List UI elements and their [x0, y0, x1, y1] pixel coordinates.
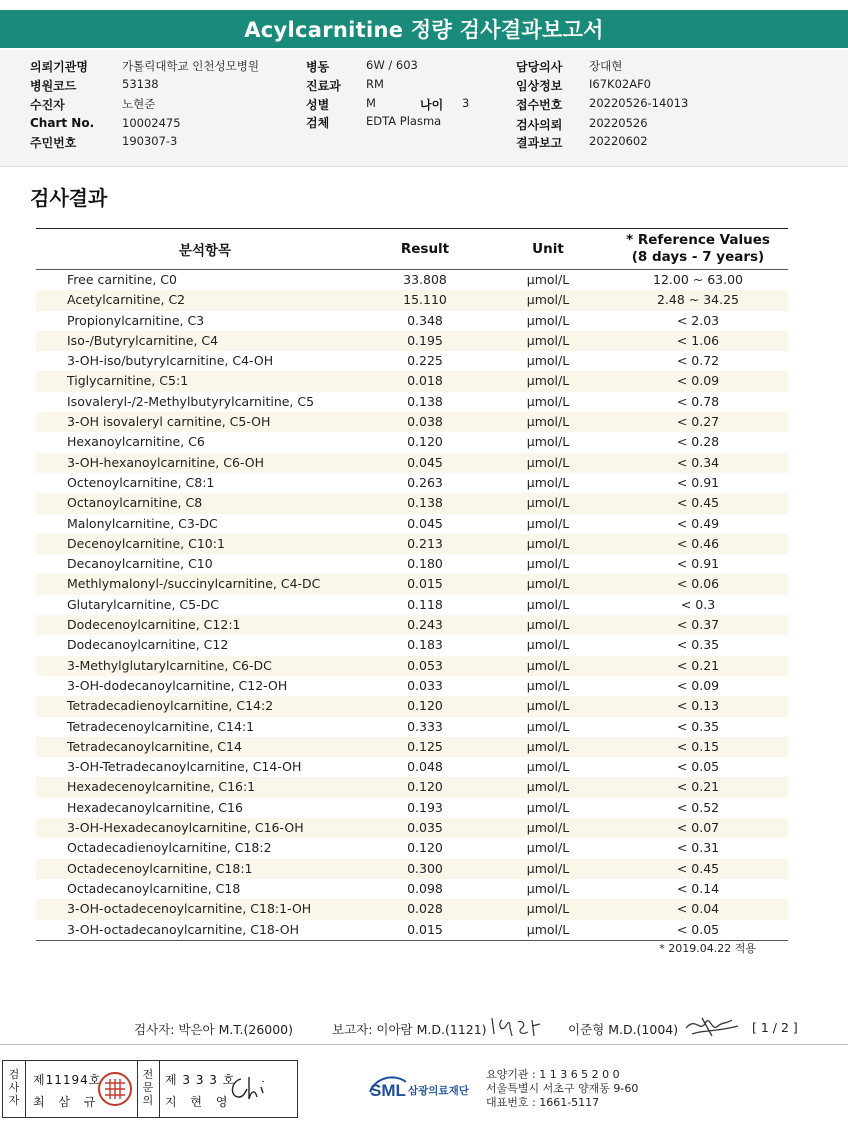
header-result: Result — [400, 241, 450, 257]
unit-value: µmol/L — [526, 860, 570, 876]
info-value: 노현준 — [122, 97, 156, 111]
analyte-name: Octadecanoylcarnitine, C18 — [67, 880, 241, 896]
header-item: 분석항목 — [178, 243, 232, 259]
result-value: 0.035 — [407, 820, 443, 836]
analyte-name: Hexanoylcarnitine, C6 — [67, 434, 205, 450]
unit-value: µmol/L — [526, 820, 570, 836]
reference-value: < 1.06 — [676, 332, 720, 348]
analyte-name: 3-OH-hexanoylcarnitine, C6-OH — [67, 454, 265, 470]
info-label: 검사의뢰 — [516, 118, 563, 132]
reference-value: < 0.21 — [676, 657, 720, 673]
reference-value: < 0.35 — [676, 718, 720, 734]
analyte-name: Acetylcarnitine, C2 — [67, 292, 186, 308]
table-row — [36, 717, 788, 737]
license-vertical-char: 전 — [142, 1068, 154, 1081]
specialist-handwritten-signature — [225, 1071, 269, 1107]
table-row — [36, 818, 788, 838]
info-label: 진료과 — [306, 79, 341, 93]
license-divider — [159, 1061, 160, 1117]
info-label: 병원코드 — [30, 79, 77, 93]
doctor-signature-text: 이준형 M.D.(1004) — [568, 1022, 679, 1037]
result-value: 0.045 — [407, 515, 443, 531]
info-value: 장대현 — [589, 59, 623, 73]
table-row — [36, 311, 788, 331]
analyte-name: 3-OH-octadecanoylcarnitine, C18-OH — [67, 921, 299, 937]
table-row — [36, 696, 788, 716]
result-value: 0.015 — [407, 576, 443, 592]
analyte-name: Iso-/Butyrylcarnitine, C4 — [67, 332, 219, 348]
analyte-name: Free carnitine, C0 — [67, 272, 177, 287]
license-vertical-char: 사 — [8, 1081, 20, 1094]
tester-license-name: 최 삼 규 — [33, 1095, 101, 1109]
result-value: 0.120 — [407, 434, 443, 450]
table-row — [36, 371, 788, 391]
company-phone: 대표번호 : 1661-5117 — [486, 1096, 600, 1109]
unit-value: µmol/L — [526, 535, 570, 551]
info-value: 190307-3 — [122, 134, 178, 148]
unit-value: µmol/L — [526, 799, 570, 815]
analyte-name: 3-Methylglutarylcarnitine, C6-DC — [67, 657, 272, 673]
analyte-name: Isovaleryl-/2-Methylbutyrylcarnitine, C5 — [67, 393, 315, 409]
table-row — [36, 432, 788, 452]
unit-value: µmol/L — [526, 901, 570, 917]
reference-value: 2.48 ~ 34.25 — [656, 292, 740, 308]
result-value: 0.263 — [407, 474, 443, 490]
reference-value: < 0.09 — [676, 677, 720, 693]
company-info — [486, 1068, 638, 1110]
info-label: 담당의사 — [516, 60, 563, 74]
sml-logo-text: SML — [370, 1081, 406, 1100]
unit-value: µmol/L — [526, 495, 570, 511]
info-label: 의뢰기관명 — [30, 60, 88, 74]
analyte-name: 3-OH-Tetradecanoylcarnitine, C14-OH — [67, 759, 302, 775]
info-value: 20220526 — [589, 116, 648, 130]
analyte-name: Dodecenoylcarnitine, C12:1 — [67, 617, 241, 633]
table-row — [36, 493, 788, 513]
analyte-name: Octadecadienoylcarnitine, C18:2 — [67, 840, 272, 856]
result-value: 0.118 — [407, 596, 443, 612]
analyte-name: 3-OH-Hexadecanoylcarnitine, C16-OH — [67, 820, 304, 836]
unit-value: µmol/L — [526, 657, 570, 673]
info-value: 53138 — [122, 77, 159, 91]
unit-value: µmol/L — [526, 617, 570, 633]
table-row — [36, 798, 788, 818]
analyte-name: Tetradecadienoylcarnitine, C14:2 — [67, 698, 274, 714]
reference-value: < 0.52 — [676, 799, 720, 815]
license-vertical-char: 의 — [142, 1094, 154, 1107]
reference-value: < 0.13 — [676, 698, 720, 714]
info-value: 10002475 — [122, 116, 181, 130]
institution-code: 요양기관 : 1 1 3 6 5 2 0 0 — [486, 1068, 620, 1081]
table-row — [36, 453, 788, 473]
table-row — [36, 757, 788, 777]
result-value: 0.138 — [407, 495, 443, 511]
license-box — [2, 1060, 298, 1118]
reference-value: < 0.09 — [676, 373, 720, 389]
reference-value: < 0.35 — [676, 637, 720, 653]
info-label: 성별 — [306, 98, 330, 112]
analyte-name: Dodecanoylcarnitine, C12 — [67, 637, 229, 653]
unit-value: µmol/L — [526, 556, 570, 572]
result-value: 0.053 — [407, 657, 443, 673]
reference-value: < 0.45 — [676, 860, 720, 876]
result-value: 0.193 — [407, 799, 443, 815]
unit-value: µmol/L — [526, 312, 570, 328]
info-value: I67K02AF0 — [589, 77, 651, 91]
header-reference — [616, 229, 780, 269]
reference-value: < 0.37 — [676, 617, 720, 633]
result-value: 0.015 — [407, 921, 443, 937]
unit-value: µmol/L — [526, 759, 570, 775]
patient-info-panel — [0, 50, 848, 167]
result-value: 0.225 — [407, 353, 443, 369]
specialist-license-name: 지 현 영 — [165, 1095, 233, 1109]
reference-value: < 0.04 — [676, 901, 720, 917]
analyte-name: Tetradecenoylcarnitine, C14:1 — [67, 718, 255, 734]
result-value: 0.045 — [407, 454, 443, 470]
unit-value: µmol/L — [526, 677, 570, 693]
table-row — [36, 920, 788, 940]
reference-value: < 0.31 — [676, 840, 720, 856]
table-row — [36, 899, 788, 919]
reference-note: * 2019.04.22 적용 — [659, 942, 756, 955]
unit-value: µmol/L — [526, 880, 570, 896]
info-label: 주민번호 — [30, 136, 77, 150]
reference-value: < 0.06 — [676, 576, 720, 592]
reference-value: < 0.15 — [676, 738, 720, 754]
analyte-name: Octadecenoylcarnitine, C18:1 — [67, 860, 253, 876]
table-row — [36, 656, 788, 676]
sml-logo-icon — [366, 1072, 486, 1102]
table-row — [36, 412, 788, 432]
reference-value: 12.00 ~ 63.00 — [653, 272, 743, 287]
license-vertical-char: 문 — [142, 1081, 154, 1094]
reference-value: < 0.91 — [676, 474, 720, 490]
analyte-name: Tetradecanoylcarnitine, C14 — [67, 738, 242, 754]
analyte-name: Octanoylcarnitine, C8 — [67, 495, 203, 511]
analyte-name: Hexadecanoylcarnitine, C16 — [67, 799, 243, 815]
result-value: 0.243 — [407, 617, 443, 633]
result-value: 0.038 — [407, 414, 443, 430]
result-value: 0.195 — [407, 332, 443, 348]
info-label: 검체 — [306, 116, 330, 130]
info-value: 20220602 — [589, 134, 648, 148]
results-table — [36, 228, 788, 941]
company-address: 서울특별시 서초구 양재동 9-60 — [486, 1082, 639, 1095]
result-value: 15.110 — [403, 292, 447, 308]
info-value: M — [366, 96, 376, 110]
table-row — [36, 737, 788, 757]
unit-value: µmol/L — [526, 576, 570, 592]
table-row — [36, 270, 788, 290]
analyte-name: Decenoylcarnitine, C10:1 — [67, 535, 225, 551]
result-value: 0.120 — [407, 779, 443, 795]
analyte-name: Glutarylcarnitine, C5-DC — [67, 596, 219, 612]
reference-value: < 2.03 — [676, 312, 720, 328]
table-row — [36, 392, 788, 412]
result-value: 0.028 — [407, 901, 443, 917]
table-row — [36, 777, 788, 797]
unit-value: µmol/L — [526, 454, 570, 470]
reference-value: < 0.46 — [676, 535, 720, 551]
unit-value: µmol/L — [526, 779, 570, 795]
unit-value: µmol/L — [526, 393, 570, 409]
table-row — [36, 534, 788, 554]
info-value: RM — [366, 77, 384, 91]
reference-value: < 0.34 — [676, 454, 720, 470]
info-label: Chart No. — [30, 116, 95, 130]
unit-value: µmol/L — [526, 596, 570, 612]
table-body — [36, 270, 788, 940]
table-row — [36, 595, 788, 615]
table-row — [36, 554, 788, 574]
analyte-name: 3-OH-octadecenoylcarnitine, C18:1-OH — [67, 901, 312, 917]
unit-value: µmol/L — [526, 474, 570, 490]
reference-value: < 0.07 — [676, 820, 720, 836]
company-name: 삼광의료재단 — [408, 1085, 469, 1097]
result-value: 0.048 — [407, 759, 443, 775]
table-row — [36, 615, 788, 635]
analyte-name: Tiglycarnitine, C5:1 — [67, 373, 189, 389]
reference-value: < 0.14 — [676, 880, 720, 896]
info-value: EDTA Plasma — [366, 114, 442, 128]
unit-value: µmol/L — [526, 698, 570, 714]
table-row — [36, 676, 788, 696]
header-reference-line2: (8 days - 7 years) — [631, 249, 765, 265]
footer-divider — [0, 1044, 848, 1045]
table-row — [36, 635, 788, 655]
analyte-name: 3-OH-dodecanoylcarnitine, C12-OH — [67, 677, 288, 693]
info-label: 결과보고 — [516, 136, 563, 150]
unit-value: µmol/L — [526, 292, 570, 308]
table-row — [36, 351, 788, 371]
reference-value: < 0.3 — [680, 596, 716, 612]
analyte-name: Hexadecenoylcarnitine, C16:1 — [67, 779, 256, 795]
unit-value: µmol/L — [526, 637, 570, 653]
table-row — [36, 574, 788, 594]
signers-line — [0, 1016, 848, 1040]
result-value: 0.125 — [407, 738, 443, 754]
table-row — [36, 838, 788, 858]
table-row — [36, 514, 788, 534]
analyte-name: Octenoylcarnitine, C8:1 — [67, 474, 215, 490]
license-divider — [137, 1061, 138, 1117]
unit-value: µmol/L — [526, 373, 570, 389]
unit-value: µmol/L — [526, 718, 570, 734]
tester-signature-text: 검사자: 박은아 M.T.(26000) — [134, 1022, 294, 1037]
result-value: 0.033 — [407, 677, 443, 693]
table-row — [36, 331, 788, 351]
result-value: 0.213 — [407, 535, 443, 551]
license-divider — [25, 1061, 26, 1117]
header-unit: Unit — [532, 241, 564, 257]
doctor-handwritten-signature — [682, 1012, 744, 1040]
result-value: 0.120 — [407, 698, 443, 714]
license-vertical-char: 자 — [8, 1094, 20, 1107]
info-label: 접수번호 — [516, 98, 563, 112]
reference-value: < 0.21 — [676, 779, 720, 795]
unit-value: µmol/L — [526, 414, 570, 430]
table-row — [36, 879, 788, 899]
reporter-handwritten-signature — [488, 1012, 554, 1040]
info-value: 3 — [462, 96, 470, 110]
analyte-name: 3-OH-iso/butyrylcarnitine, C4-OH — [67, 353, 274, 369]
analyte-name: Decanoylcarnitine, C10 — [67, 556, 213, 572]
analyte-name: Malonylcarnitine, C3-DC — [67, 515, 218, 531]
analyte-name: Propionylcarnitine, C3 — [67, 312, 205, 328]
reference-value: < 0.91 — [676, 556, 720, 572]
tester-license-number: 제11194호 — [33, 1073, 102, 1087]
result-value: 0.120 — [407, 840, 443, 856]
info-value: 20220526-14013 — [589, 96, 689, 110]
header-reference-line1: * Reference Values — [626, 232, 770, 248]
reference-value: < 0.49 — [676, 515, 720, 531]
info-label: 병동 — [306, 60, 330, 74]
reference-value: < 0.05 — [676, 921, 720, 937]
result-value: 0.180 — [407, 556, 443, 572]
unit-value: µmol/L — [526, 272, 570, 287]
specialist-license-number: 제 3 3 3 호 — [165, 1073, 236, 1087]
info-label: 임상정보 — [516, 79, 563, 93]
result-value: 0.018 — [407, 373, 443, 389]
reference-value: < 0.27 — [676, 414, 720, 430]
page-indicator: [ 1 / 2 ] — [752, 1020, 798, 1035]
table-header — [36, 228, 788, 270]
reference-value: < 0.45 — [676, 495, 720, 511]
unit-value: µmol/L — [526, 332, 570, 348]
table-row — [36, 859, 788, 879]
result-value: 0.348 — [407, 312, 443, 328]
result-value: 0.300 — [407, 860, 443, 876]
reporter-signature-text: 보고자: 이아람 M.D.(1121) — [332, 1022, 487, 1037]
unit-value: µmol/L — [526, 353, 570, 369]
info-label: 나이 — [420, 98, 444, 112]
reference-value: < 0.28 — [676, 434, 720, 450]
info-value: 가톨릭대학교 인천성모병원 — [122, 59, 259, 73]
info-label: 수진자 — [30, 98, 65, 112]
result-value: 0.138 — [407, 393, 443, 409]
table-row — [36, 473, 788, 493]
seal-stamp-icon — [95, 1069, 135, 1109]
table-row — [36, 290, 788, 310]
license-vertical-char: 검 — [8, 1068, 20, 1081]
result-value: 0.183 — [407, 637, 443, 653]
reference-value: < 0.78 — [676, 393, 720, 409]
reference-value: < 0.72 — [676, 353, 720, 369]
unit-value: µmol/L — [526, 921, 570, 937]
analyte-name: 3-OH isovaleryl carnitine, C5-OH — [67, 414, 271, 430]
result-value: 33.808 — [403, 272, 447, 287]
unit-value: µmol/L — [526, 738, 570, 754]
section-title: 검사결과 — [30, 186, 108, 210]
unit-value: µmol/L — [526, 515, 570, 531]
analyte-name: Methlymalonyl-/succinylcarnitine, C4-DC — [67, 576, 321, 592]
reference-value: < 0.05 — [676, 759, 720, 775]
result-value: 0.333 — [407, 718, 443, 734]
result-value: 0.098 — [407, 880, 443, 896]
unit-value: µmol/L — [526, 434, 570, 450]
info-value: 6W / 603 — [366, 58, 418, 72]
unit-value: µmol/L — [526, 840, 570, 856]
report-title: Acylcarnitine 정량 검사결과보고서 — [0, 10, 848, 48]
